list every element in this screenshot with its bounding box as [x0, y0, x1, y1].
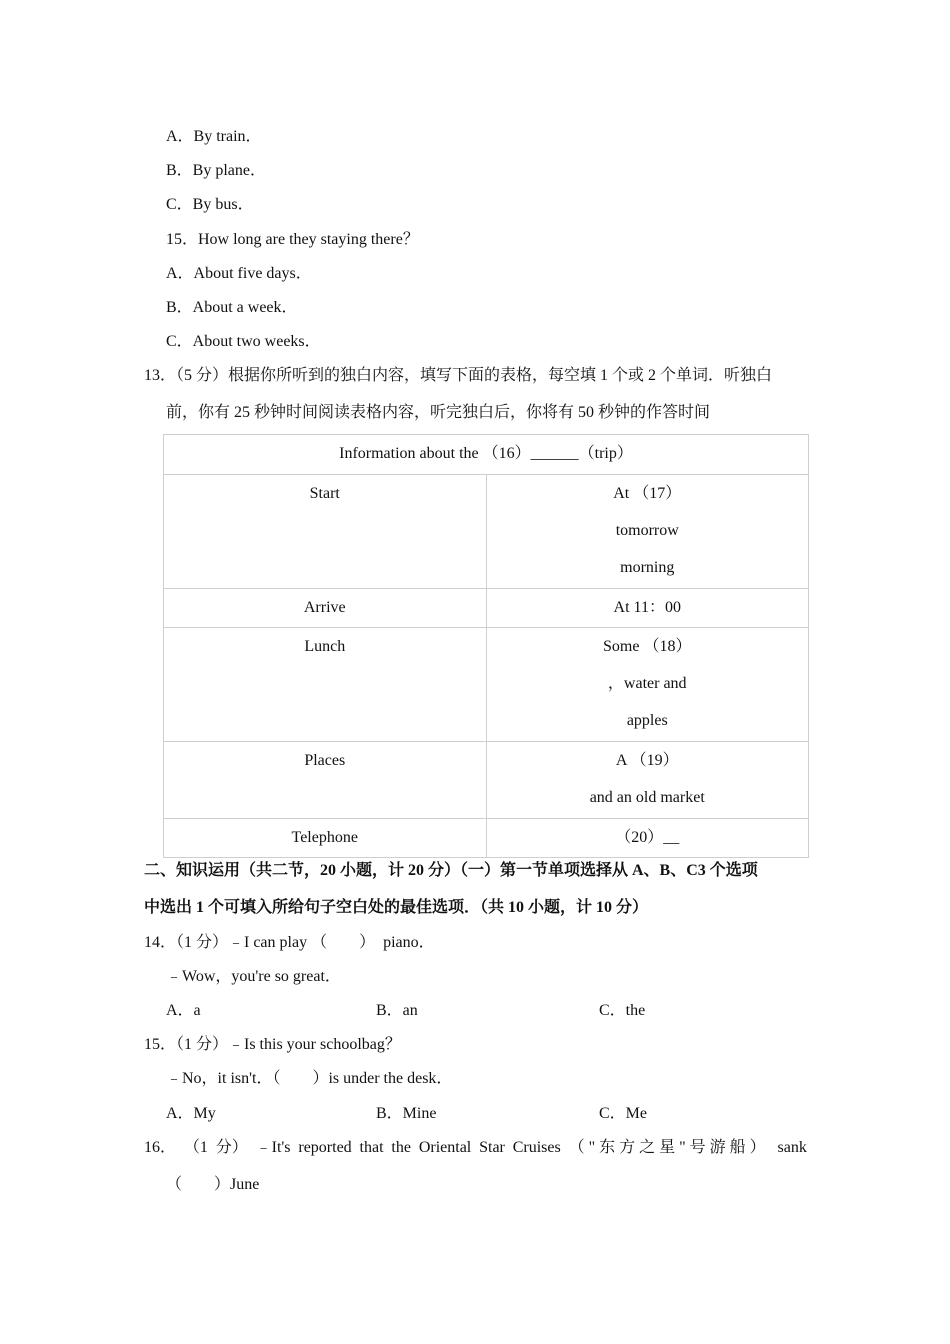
table-cell-label [164, 589, 487, 628]
question-16-line1 [144, 1138, 807, 1158]
question-13-line1: 13．（5 分）根据你所听到的独白内容，填写下面的表格，每空填 1 个或 2 个单词．听独白 [144, 367, 773, 384]
option-c: C．About two weeks． [166, 333, 321, 350]
option-c: C．Me [599, 1105, 648, 1122]
option-b: B．Mine [376, 1105, 437, 1122]
row-label: Telephone [291, 829, 358, 846]
question-15-listening: 15．How long are they staying there？ [166, 231, 419, 248]
section-2-heading-line1: 二、知识运用（共二节，20 小题，计 20 分）（一）第一节单项选择从 A、B、C3 个选项 [144, 862, 758, 879]
option-b: B．By plane． [166, 162, 266, 179]
question-13-line2: 前，你有 25 秒钟时间阅读表格内容，听完独白后，你将有 50 秒钟的作答时间 [166, 404, 711, 421]
question-15-stem: 15．（1 分）﹣Is this your schoolbag？ [144, 1036, 401, 1053]
value-line: and an old market [589, 789, 705, 806]
table-row [164, 742, 809, 819]
value-line: ，water and [607, 675, 687, 692]
option-b: B．an [376, 1002, 418, 1019]
information-table [163, 434, 809, 858]
q16-word: that [359, 1139, 384, 1156]
question-14-reply: ﹣Wow，you're so great． [166, 968, 341, 985]
value-line: apples [626, 712, 668, 729]
row-label: Start [309, 485, 340, 502]
q16-word: reported [298, 1139, 352, 1156]
question-15-reply: ﹣No，it isn't．（ ）is under the desk． [166, 1070, 453, 1087]
q16-word: 16． [144, 1139, 177, 1156]
table-cell-label [164, 742, 487, 819]
q16-word: ﹣It's [255, 1139, 291, 1156]
table-cell-value [486, 475, 809, 589]
value-line: （20）__ [615, 829, 680, 846]
value-line: Some （18） [603, 638, 692, 655]
table-cell-label [164, 819, 487, 858]
q16-word: Oriental [418, 1139, 472, 1156]
q16-word: 分） [215, 1139, 248, 1156]
table-cell-label [164, 628, 487, 742]
option-c: C．the [599, 1002, 646, 1019]
option-a: A．By train． [166, 128, 262, 145]
question-14-stem: 14．（1 分）﹣I can play （ ） piano． [144, 934, 435, 951]
value-line: At （17） [613, 485, 682, 502]
value-line: morning [620, 559, 675, 576]
table-row [164, 589, 809, 628]
q16-word: （1 [183, 1139, 208, 1156]
q16-word: Star [479, 1139, 505, 1156]
value-line: A （19） [615, 752, 679, 769]
table-cell-value [486, 742, 809, 819]
row-label: Lunch [304, 638, 346, 655]
table-cell-value [486, 819, 809, 858]
table-cell-value [486, 589, 809, 628]
table-row [164, 819, 809, 858]
value-line: At 11：00 [613, 599, 681, 616]
q16-word: Cruises [512, 1139, 561, 1156]
option-a: A．About five days． [166, 265, 312, 282]
question-16-line2: （ ）June [166, 1176, 260, 1193]
table-header-text: Information about the （16）______（trip） [339, 445, 633, 462]
table-row [164, 475, 809, 589]
option-c: C．By bus． [166, 196, 254, 213]
table-cell-value [486, 628, 809, 742]
option-b: B．About a week． [166, 299, 298, 316]
table-header [164, 435, 809, 475]
section-2-heading-line2: 中选出 1 个可填入所给句子空白处的最佳选项．（共 10 小题，计 10 分） [144, 899, 649, 916]
row-label: Arrive [303, 599, 346, 616]
table-row [164, 628, 809, 742]
option-a: A．My [166, 1105, 216, 1122]
row-label: Places [304, 752, 346, 769]
value-line: tomorrow [615, 522, 679, 539]
option-a: A．a [166, 1002, 201, 1019]
q16-word: sank [777, 1139, 807, 1156]
table-cell-label [164, 475, 487, 589]
q16-word: （"东方之星"号游船） [568, 1139, 770, 1156]
q16-word: the [391, 1139, 411, 1156]
